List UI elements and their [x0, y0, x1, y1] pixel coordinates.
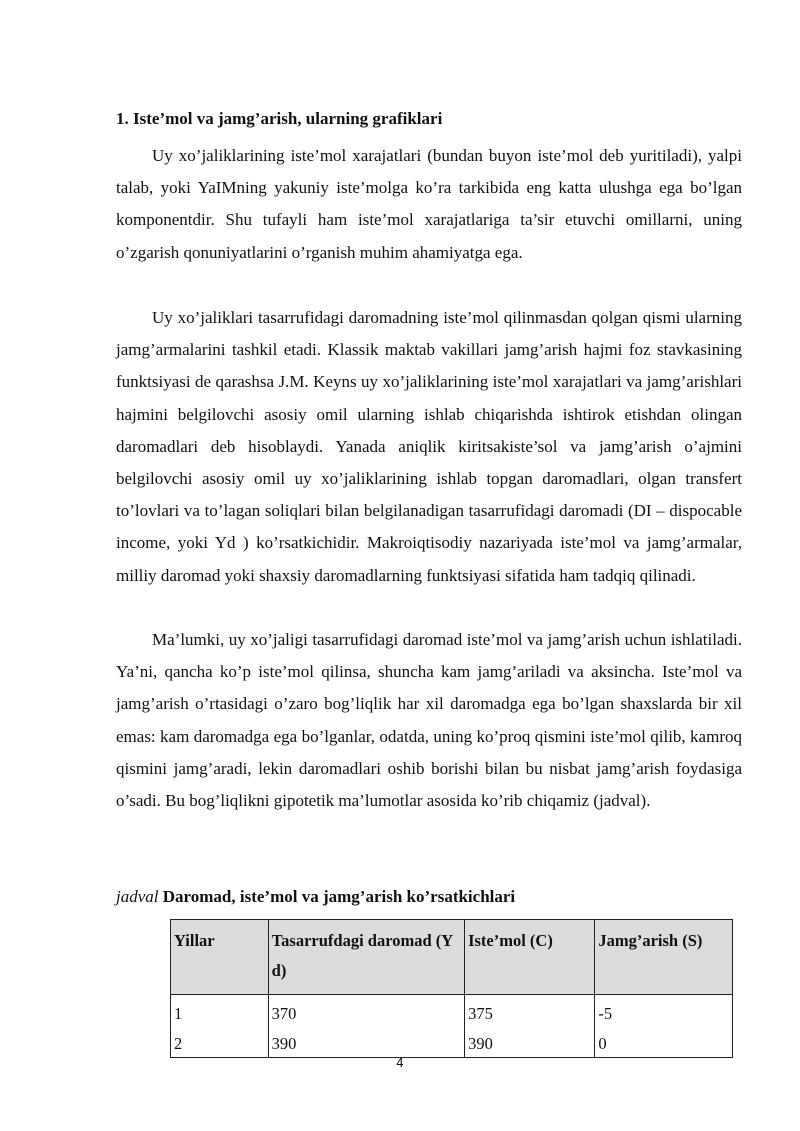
table-caption-prefix: jadval [116, 887, 159, 906]
table-cell: 0 [595, 1027, 733, 1058]
table-header-row [171, 920, 733, 995]
table-header-cell: Jamg’arish (S) [595, 920, 733, 995]
paragraph: Uy xo’jaliklarining iste’mol xarajatlari (bundan buyon iste’mol deb yuritiladi), yalpi talab, yoki YaIMning yakuniy iste’molga ko’ra tarkibida eng katta ulushga ega bo’lgan komponentdir. Shu tufayli ham iste’mol xarajatlariga ta’sir etuvchi omillarni, uning o’zgarish qonuniyatlarini o’rganish muhim ahamiyatga ega. [116, 146, 742, 262]
page-number: 4 [396, 1056, 404, 1070]
table-cell: -5 [595, 995, 733, 1028]
table-header-cell: Yillar [171, 920, 269, 995]
paragraph-block [116, 624, 742, 817]
table-row [171, 995, 733, 1028]
table-cell: 375 [465, 995, 595, 1028]
table-caption [116, 886, 515, 908]
table-caption-title: Daromad, iste’mol va jamg’arish ko’rsatkichlari [162, 887, 516, 906]
table-cell: 370 [268, 995, 464, 1028]
paragraph-block [116, 302, 742, 592]
table-header-cell: Tasarrufdagi daromad (Y d) [268, 920, 464, 995]
paragraph-block [116, 140, 742, 269]
table-cell: 2 [174, 1034, 183, 1053]
table-cell: 1 [174, 1004, 183, 1023]
table-cell: 390 [465, 1027, 595, 1058]
table-row [171, 1027, 733, 1058]
table-header-cell: Iste’mol (C) [465, 920, 595, 995]
data-table [170, 919, 733, 1058]
section-heading: 1. Iste’mol va jamg’arish, ularning grafiklari [116, 109, 443, 128]
table-cell: 390 [268, 1027, 464, 1058]
paragraph: Ma’lumki, uy xo’jaligi tasarrufidagi daromad iste’mol va jamg’arish uchun ishlatiladi. Ya’ni, qancha ko’p iste’mol qilinsa, shuncha kam jamg’ariladi va aksincha. Iste’mol va jamg’arish o’rtasidagi o’zaro bog’liqlik har xil daromadga ega bo’lgan shaxslarda bir xil emas: kam daromadga ega bo’lganlar, odatda, uning ko’proq qismini iste’mol qilib, kamroq qismini jamg’aradi, lekin daromadlari oshib borishi bilan bu nisbat jamg’arish foydasiga o’sadi. Bu bog’liqlikni gipotetik ma’lumotlar asosida ko’rib chiqamiz (jadval). [116, 630, 742, 811]
paragraph: Uy xo’jaliklari tasarrufidagi daromadning iste’mol qilinmasdan qolgan qismi ularning jamg’armalarini tashkil etadi. Klassik maktab vakillari jamg’arish hajmi foz stavkasining funktsiyasi de qarashsa J.M. Keyns uy xo’jaliklarining iste’mol xarajatlari va jamg’arishlari hajmini belgilovchi asosiy omil ularning ishlab chiqarishda ishtirok etishdan olingan daromadlari deb hisoblaydi. Yanada aniqlik kiritsakiste’sol va jamg’arish o’ajmini belgilovchi asosiy omil uy xo’jaliklarining ishlab topgan daromadlari, olgan transfert to’lovlari va to’lagan soliqlari bilan belgilanadigan tasarrufidagi daromadi (DI – dispocable income, yoki Yd ) ko’rsatkichidir. Makroiqtisodiy nazariyada iste’mol va jamg’armalar, milliy daromad yoki shaxsiy daromadlarning funktsiyasi sifatida ham tadqiq qilinadi. [116, 308, 742, 585]
